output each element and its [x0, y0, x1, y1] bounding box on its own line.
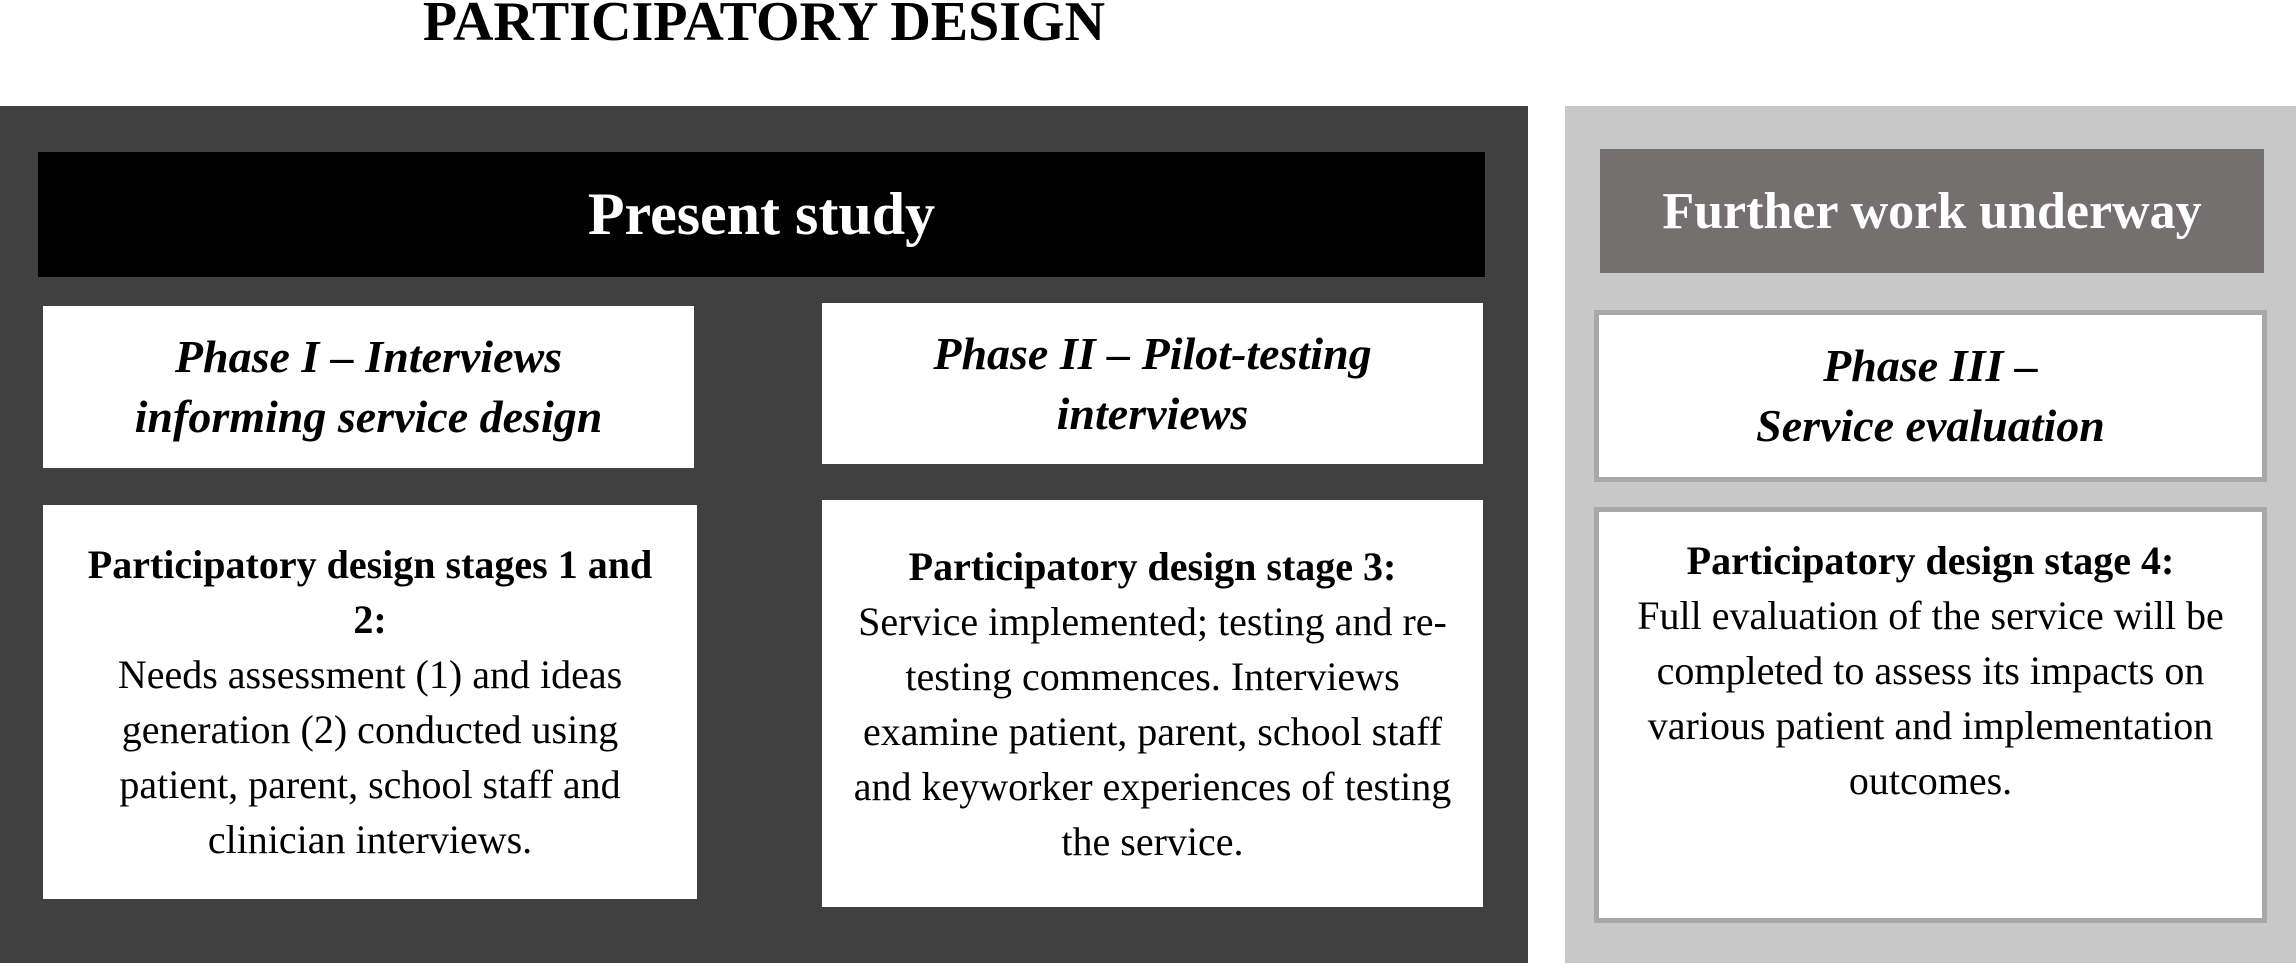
- stage-4-box: [1594, 507, 2267, 923]
- phase-1-title-line-2: informing service design: [134, 391, 603, 442]
- stages-1-2-title: Participatory design stages 1 and 2:: [87, 542, 653, 642]
- stage-3-box: [822, 500, 1483, 907]
- diagram-title: PARTICIPATORY DESIGN: [422, 0, 1106, 53]
- phase-1-box: [43, 306, 694, 468]
- stage-4-description: Full evaluation of the service will be completed to assess its impacts on various patient and implementation outcomes.: [1637, 592, 2224, 803]
- further-work-header: Further work underway: [1600, 149, 2264, 273]
- stage-4-title: Participatory design stage 4:: [1686, 537, 2175, 583]
- phase-3-title-line-1: Phase III –: [1823, 340, 2038, 391]
- phase-2-box: [822, 303, 1483, 464]
- present-study-header: Present study: [38, 152, 1485, 277]
- phase-1-title-line-1: Phase I – Interviews: [174, 331, 563, 382]
- phase-2-title-line-2: interviews: [1056, 387, 1249, 439]
- stages-1-2-description: Needs assessment (1) and ideas generation (2) conducted using patient, parent, school staff and clinician interviews.: [117, 652, 623, 862]
- phase-3-box: [1594, 310, 2267, 482]
- phase-3-title-line-2: Service evaluation: [1756, 400, 2105, 451]
- stage-3-title: Participatory design stage 3:: [908, 543, 1397, 589]
- stages-1-2-box: [43, 505, 697, 899]
- phase-2-title-line-1: Phase II – Pilot-testing: [933, 327, 1372, 379]
- stage-3-description: Service implemented; testing and re-testing commences. Interviews examine patient, parent, school staff and keyworker experiences of testing the service.: [853, 598, 1452, 864]
